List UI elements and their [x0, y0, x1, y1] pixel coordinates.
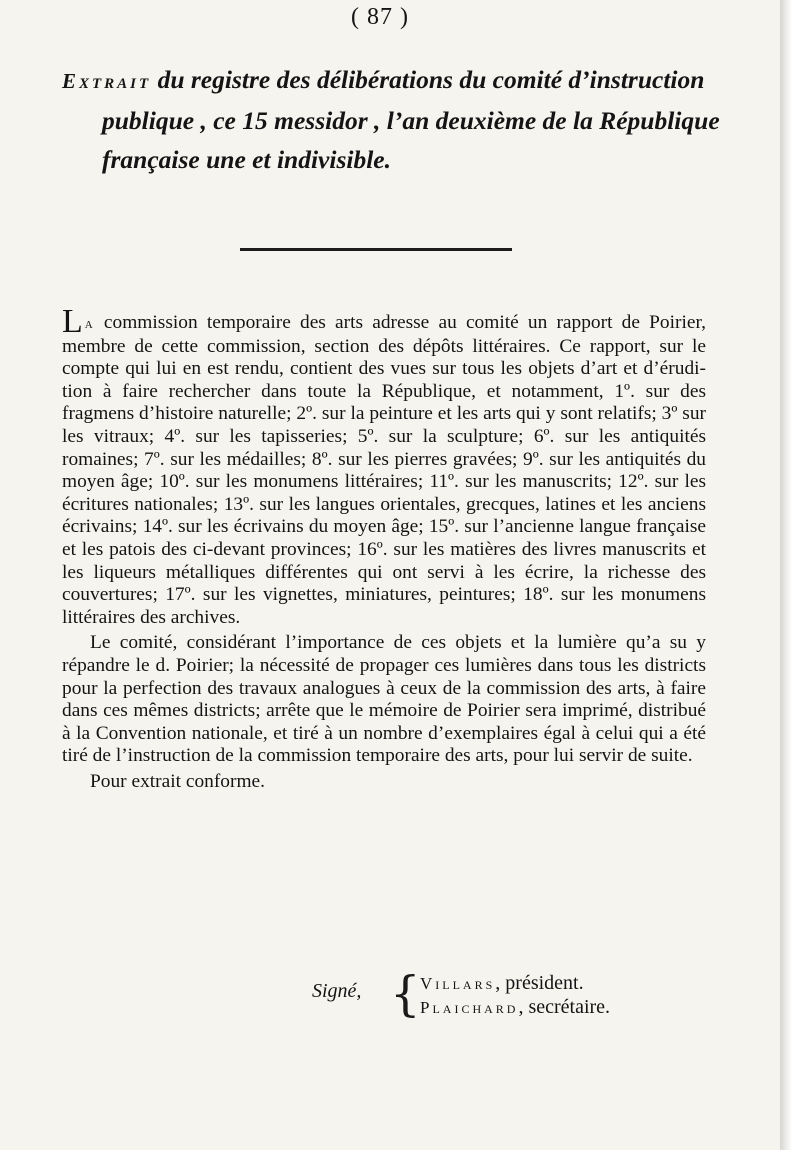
- heading-rule: [240, 248, 512, 251]
- signatory-secretary: [420, 996, 610, 1019]
- signatory-title: , président.: [495, 972, 584, 994]
- paragraph-report: [62, 303, 706, 629]
- heading-lead: Extrait: [62, 69, 152, 93]
- paragraph-report-text: commission temporaire des arts adresse au comité un rapport de Poirier, membre de cette commission, section des dépôts littéraires. Ce rapport, sur le compte qui lui en est rendu, contient des vues sur tous les objets d’art et d’érudition à faire rechercher dans toute la République, et notamment, 1º. sur des fragmens d’histoire naturelle; 2º. sur la peinture et les arts qui y sont relatifs; 3º sur les vitraux; 4º. sur les tapisseries; 5º. sur la sculpture; 6º. sur les antiquités romaines; 7º. sur les médailles; 8º. sur les pierres gravées; 9º. sur les antiquités du moyen âge; 10º. sur les monumens littéraires; 11º. sur les manuscrits; 12º. sur les écritures nationales; 13º. sur les langues orientales, grecques, latines et les anciens écrivains; 14º. sur les écrivains du moyen âge; 15º. sur l’ancienne langue française et les patois des ci-devant provinces; 16º. sur les matières des livres manuscrits et les liqueurs métalliques différentes qui ont servi à les écrire, la richesse des couvertures; 17º. sur les vignettes, miniatures, peintures; 18º. sur les monumens littéraires des archives.: [62, 312, 706, 628]
- signature-block: [312, 966, 732, 1026]
- paragraph-conforme: Pour extrait conforme.: [90, 770, 265, 792]
- brace-glyph: {: [390, 966, 421, 1022]
- heading-text: du registre des délibérations du comité d’instruction publique , ce 15 messidor , l’an deuxième de la République française une et indivisible.: [102, 65, 720, 174]
- page-edge: [780, 0, 800, 1150]
- signatory-title: , secrétaire.: [518, 996, 611, 1018]
- document-heading: [62, 60, 762, 179]
- signatory-name: Villars: [420, 974, 496, 993]
- drop-cap: L: [62, 303, 83, 340]
- signatory-president: [420, 972, 584, 995]
- page-number: ( 87 ): [351, 4, 409, 30]
- paragraph-decision: Le comité, considérant l’importance de ces objets et la lumière qu’a su y répandre le d. Poirier; la nécessité de propager ces lumières dans tous les districts pour la perfection des travaux analogues à ceux de la commission des arts, à faire dans ces mêmes districts; arrête que le mémoire de Poirier sera imprimé, distribué à la Convention nationale, et tiré à un nombre d’exemplaires égal à celui qui a été tiré de l’instruction de la commission temporaire des arts, pour lui servir de suite.: [62, 632, 706, 767]
- paragraph-lead: a: [84, 315, 95, 332]
- signatory-name: Plaichard: [420, 998, 519, 1017]
- signature-label: Signé,: [312, 980, 362, 1002]
- document-body: [62, 303, 706, 793]
